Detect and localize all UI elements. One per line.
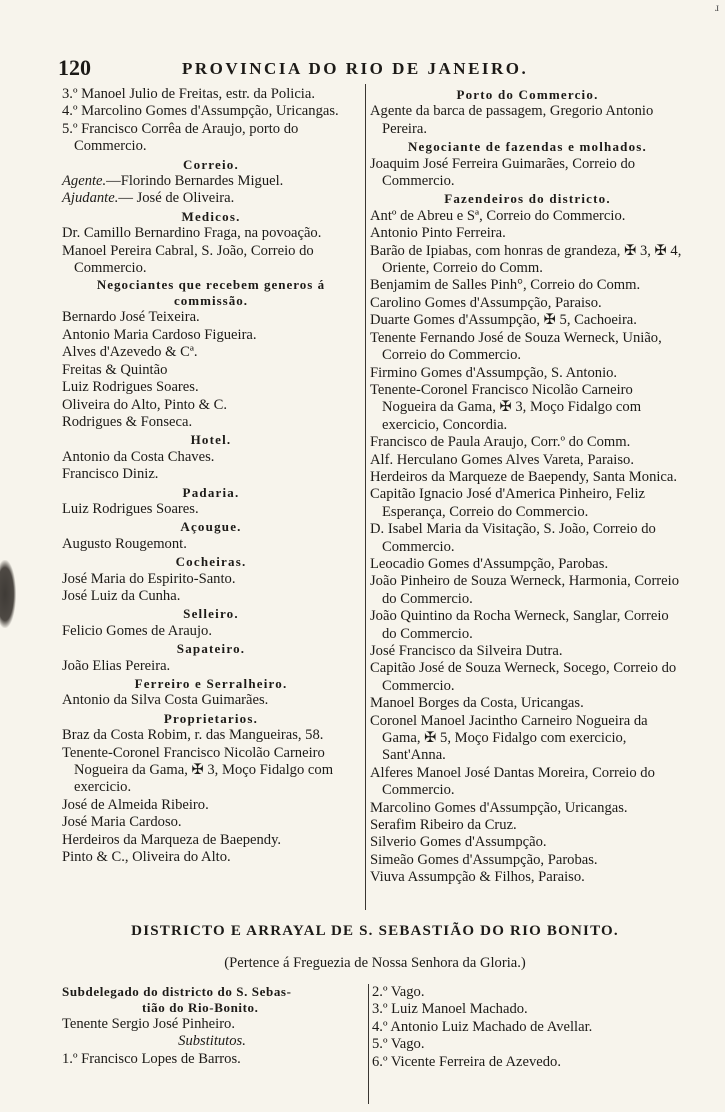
directory-entry: Joaquim José Ferreira Guimarães, Correio do Commercio.: [370, 155, 636, 190]
directory-entry: Pinto & C., Oliveira do Alto.: [62, 849, 231, 866]
section-heading: Proprietarios.: [163, 710, 259, 726]
subdelegado-heading-cont: tião do Rio-Bonito.: [142, 1000, 259, 1015]
directory-entry: João Quintino da Rocha Werneck, Sanglar, Correio do Commercio.: [370, 608, 669, 642]
directory-entry: Carolino Gomes d'Assumpção, Paraiso.: [370, 294, 602, 311]
corner-mark: ɹ: [715, 0, 719, 14]
directory-entry: Francisco de Paula Araujo, Corr.º do Comm.: [370, 434, 631, 451]
directory-entry: Augusto Rougemont.: [62, 535, 187, 552]
directory-entry: Tenente-Coronel Francisco Nicolão Carneiro Nogueira da Gama, ✠ 3, Moço Fidalgo com exercicio, Concordia.: [370, 381, 642, 433]
directory-entry: Alf. Herculano Gomes Alves Vareta, Paraiso.: [370, 451, 634, 468]
directory-entry: Alves d'Azevedo & Cª.: [62, 344, 198, 361]
directory-entry: D. Isabel Maria da Visitação, S. João, Correio do Commercio.: [370, 521, 656, 555]
section-heading: Negociante de fazendas e molhados.: [407, 139, 648, 155]
section-heading: Ferreiro e Serralheiro.: [134, 676, 288, 691]
directory-entry: Tenente Fernando José de Souza Werneck, União, Correio do Commercio.: [370, 329, 662, 364]
entry-text: —Florindo Bernardes Miguel.: [106, 173, 284, 190]
directory-entry: Capitão José de Souza Werneck, Socego, Correio do Commercio.: [370, 660, 677, 694]
directory-entry: 4.º Marcolino Gomes d'Assumpção, Uricangas.: [62, 103, 339, 120]
section-heading: Fazendeiros do districto.: [444, 191, 611, 207]
substitute-entry: 5.º Vago.: [372, 1036, 425, 1053]
directory-entry: Firmino Gomes d'Assumpção, S. Antonio.: [370, 364, 618, 381]
directory-entry: 3.º Manoel Julio de Freitas, estr. da Policia.: [62, 86, 315, 102]
directory-entry: Coronel Manoel Jacintho Carneiro Nogueira da Gama, ✠ 5, Moço Fidalgo com exercicio, Sant'Anna.: [370, 712, 648, 764]
directory-entry: Agente da barca de passagem, Gregorio Antonio Pereira.: [370, 103, 654, 137]
role-label: Ajudante.: [62, 190, 119, 207]
directory-entry: Felicio Gomes de Araujo.: [62, 622, 212, 639]
directory-entry: Freitas & Quintão: [62, 361, 168, 378]
substitute-entry: 6.º Vicente Ferreira de Azevedo.: [372, 1053, 561, 1070]
directory-entry: João Pinheiro de Souza Werneck, Harmonia, Correio do Commercio.: [370, 573, 679, 607]
district-right-column: [372, 984, 682, 1071]
subdelegado-name: Tenente Sergio José Pinheiro.: [62, 1016, 235, 1032]
directory-entry: 5.º Francisco Corrêa de Araujo, porto do Commercio.: [62, 120, 299, 155]
section-heading: Selleiro.: [183, 606, 239, 622]
directory-entry: Luiz Rodrigues Soares.: [62, 379, 199, 396]
substitute-entry: 4.º Antonio Luiz Machado de Avellar.: [372, 1018, 593, 1035]
directory-entry: Herdeiros da Marqueze de Baependy, Santa Monica.: [370, 468, 678, 485]
subdelegado-heading: Subdelegado do districto do S. Sebas-: [62, 984, 292, 999]
running-title: PROVINCIA DO RIO DE JANEIRO.: [182, 59, 529, 78]
directory-entry: [62, 173, 360, 190]
directory-entry: Serafim Ribeiro da Cruz.: [370, 817, 517, 834]
directory-entry: José de Almeida Ribeiro.: [62, 796, 209, 813]
section-heading: Padaria.: [182, 484, 240, 500]
directory-entry: Antonio Pinto Ferreira.: [370, 225, 506, 242]
directory-entry: Dr. Camillo Bernardino Fraga, na povoação.: [62, 225, 322, 242]
directory-entry: Leocadio Gomes d'Assumpção, Parobas.: [370, 555, 609, 572]
directory-entry: José Luiz da Cunha.: [62, 587, 181, 604]
column-divider: [365, 84, 366, 910]
directory-entry: Manoel Pereira Cabral, S. João, Correio do Commercio.: [62, 242, 314, 277]
directory-entry: Marcolino Gomes d'Assumpção, Uricangas.: [370, 799, 628, 816]
directory-entry: Viuva Assumpção & Filhos, Paraiso.: [370, 869, 585, 886]
directory-entry: Manoel Borges da Costa, Uricangas.: [370, 695, 584, 712]
directory-entry: Herdeiros da Marqueza de Baependy.: [62, 831, 282, 848]
directory-entry: Bernardo José Teixeira.: [62, 309, 200, 326]
directory-entry: José Maria do Espirito-Santo.: [62, 570, 236, 587]
directory-entry: [62, 190, 360, 207]
directory-entry: Antº de Abreu e Sª, Correio do Commercio.: [370, 207, 626, 224]
directory-entry: Barão de Ipiabas, com honras de grandeza, ✠ 3, ✠ 4, Oriente, Correio do Comm.: [370, 242, 682, 277]
district-column-divider: [368, 984, 369, 1104]
directory-entry: Alferes Manoel José Dantas Moreira, Correio do Commercio.: [370, 764, 655, 799]
directory-entry: Braz da Costa Robim, r. das Mangueiras, 58.: [62, 727, 324, 744]
entry-text: — José de Oliveira.: [118, 190, 235, 207]
section-heading: Hotel.: [190, 432, 232, 448]
directory-entry: Luiz Rodrigues Soares.: [62, 500, 199, 517]
substitute-entry: 2.º Vago.: [372, 984, 425, 1000]
directory-entry: Rodrigues & Fonseca.: [62, 413, 193, 430]
right-column: [370, 86, 685, 887]
section-heading: Porto do Commercio.: [456, 87, 599, 102]
substitute-entry: 1.º Francisco Lopes de Barros.: [62, 1050, 241, 1067]
directory-entry: Benjamim de Salles Pinh°, Correio do Comm.: [370, 277, 641, 294]
page-header: [52, 55, 692, 81]
district-left-column: [62, 984, 362, 1068]
substitutos-label: Substitutos.: [178, 1033, 246, 1050]
section-heading: Açougue.: [180, 519, 242, 535]
directory-entry: José Francisco da Silveira Dutra.: [370, 643, 563, 659]
section-heading: Cocheiras.: [175, 554, 247, 570]
substitute-entry: 3.º Luiz Manoel Machado.: [372, 1001, 528, 1018]
section-heading: Medicos.: [181, 208, 241, 224]
directory-entry: Antonio da Costa Chaves.: [62, 448, 215, 465]
section-heading: Sapateiro.: [176, 641, 246, 657]
directory-entry: Duarte Gomes d'Assumpção, ✠ 5, Cachoeira.: [370, 312, 637, 329]
directory-entry: João Elias Pereira.: [62, 657, 171, 674]
left-column: [62, 86, 360, 866]
directory-entry: Francisco Diniz.: [62, 466, 159, 483]
directory-entry: Antonio Maria Cardoso Figueira.: [62, 326, 257, 343]
directory-entry: Oliveira do Alto, Pinto & C.: [62, 396, 227, 413]
page-number: 120: [58, 55, 91, 80]
directory-entry: Silverio Gomes d'Assumpção.: [370, 834, 547, 851]
ink-blot: [0, 560, 16, 628]
role-label: Agente.: [62, 173, 107, 190]
directory-entry: Tenente-Coronel Francisco Nicolão Carneiro Nogueira da Gama, ✠ 3, Moço Fidalgo com exercicio.: [62, 744, 334, 796]
section-heading: Negociantes que recebem generos á commissão.: [96, 277, 326, 309]
directory-entry: Antonio da Silva Costa Guimarães.: [62, 692, 269, 709]
directory-entry: Simeão Gomes d'Assumpção, Parobas.: [370, 851, 598, 868]
section-heading: Correio.: [183, 156, 239, 172]
directory-entry: José Maria Cardoso.: [62, 814, 182, 831]
directory-entry: Capitão Ignacio José d'America Pinheiro, Feliz Esperança, Correio do Commercio.: [370, 486, 645, 520]
district-subtitle: (Pertence á Freguezia de Nossa Senhora da Gloria.): [224, 955, 526, 971]
district-title: DISTRICTO E ARRAYAL DE S. SEBASTIÃO DO RIO BONITO.: [131, 923, 619, 939]
